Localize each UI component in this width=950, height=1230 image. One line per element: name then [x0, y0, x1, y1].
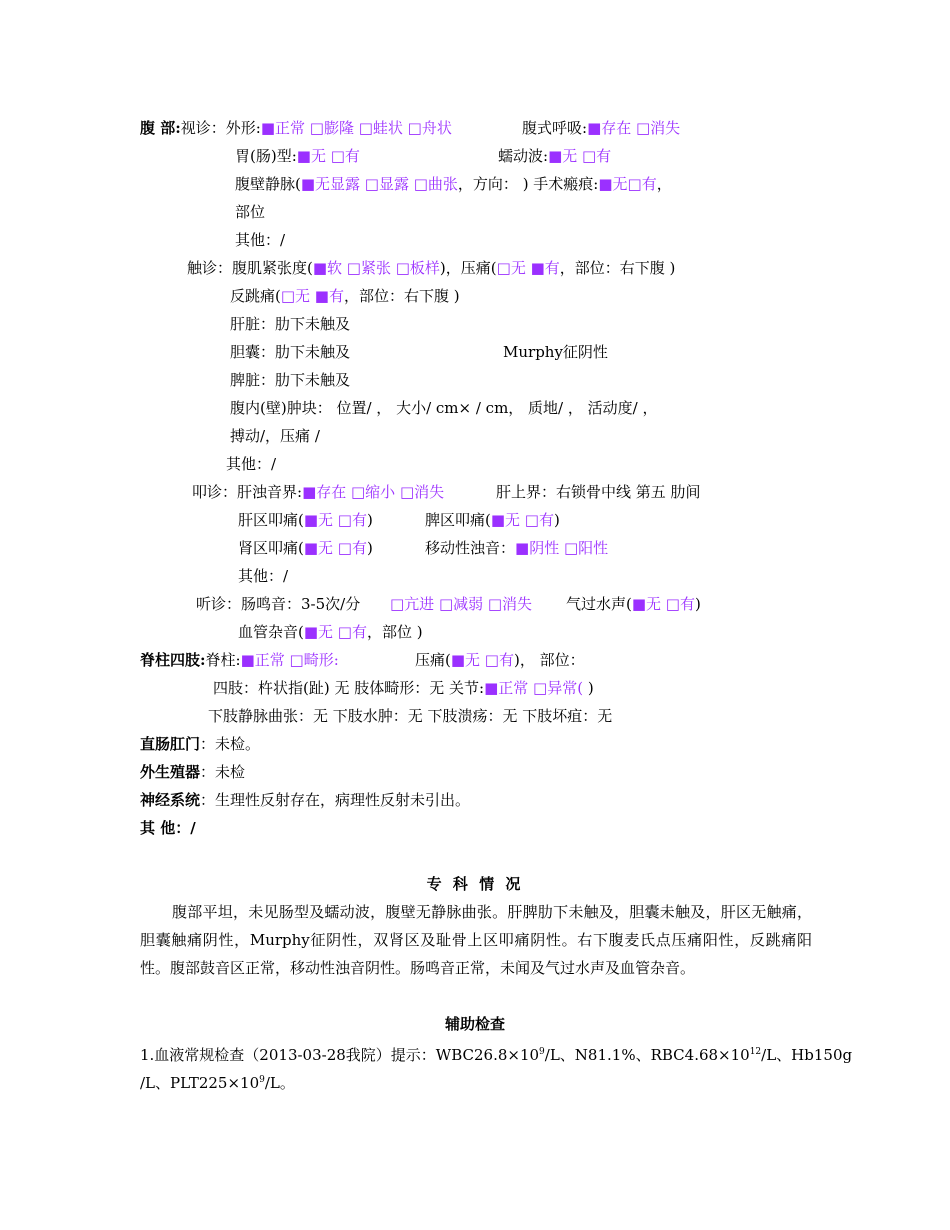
aux-item-1b: /L、N81.1%、RBC4.68×10 [544, 1046, 750, 1064]
auscult-pre: 听诊：肠鸣音：3-5次/分 [196, 595, 361, 613]
rectum-label: 直肠肛门 [140, 735, 201, 753]
mass-row-2: 搏动/，压痛 / [230, 427, 320, 445]
murphy-sign: Murphy征阴性 [503, 343, 608, 361]
abdomen-row-shape [140, 118, 452, 138]
shape-options: ■正常 □膨隆 □蛙状 □舟状 [260, 119, 452, 137]
tender-post: ，部位：右下腹 ) [559, 259, 676, 277]
spleen-tap-post: ) [553, 511, 560, 529]
aux-sup-1: 9 [539, 1047, 545, 1057]
percuss-row [192, 482, 444, 502]
kidney-tap-row [238, 538, 373, 558]
aux-item-1 [140, 1042, 852, 1065]
spleen-tap-pre: 脾区叩痛( [425, 511, 491, 529]
vascular-post: ，部位 ) [366, 623, 423, 641]
neuro-row [140, 790, 470, 810]
shifting-dullness-row [425, 538, 608, 558]
liver-tap-pre: 肝区叩痛( [238, 511, 304, 529]
inspect-label: 视诊：外形: [180, 119, 261, 137]
neuro-label: 神经系统 [140, 791, 201, 809]
gas-water-row [566, 594, 701, 614]
resp-label: 腹式呼吸: [522, 119, 588, 137]
genital-value: ：未检 [200, 763, 246, 781]
vein-row [235, 174, 672, 194]
rectum-row [140, 734, 260, 754]
spine-row [140, 650, 339, 670]
vascular-row [238, 622, 423, 642]
spine-heading: 脊柱四肢: [140, 651, 206, 669]
aux-sup-3: 9 [259, 1075, 265, 1085]
joint-post: ) [583, 679, 594, 697]
liver-tap-post: ) [366, 511, 373, 529]
scar-options: ■无□有 [598, 175, 657, 193]
liver-row: 肝脏：肋下未触及 [230, 315, 351, 333]
spine-options: ■正常 □畸形: [240, 651, 339, 669]
aux-item-1-cont [140, 1070, 295, 1093]
vein-options: ■无显露 □显露 □曲张 [300, 175, 458, 193]
spleen-row: 脾脏：肋下未触及 [230, 371, 351, 389]
aux-item-2b: /L。 [264, 1074, 295, 1092]
limbs-row [213, 678, 594, 698]
aux-item-1a: 1.血液常规检查（2013-03-28我院）提示：WBC26.8×10 [140, 1046, 540, 1064]
dullness-options: ■存在 □缩小 □消失 [302, 483, 445, 501]
abdomen-row-resp [522, 118, 680, 138]
aux-title: 辅助检查 [444, 1015, 505, 1033]
bowel-options: □亢进 □减弱 □消失 [390, 595, 533, 613]
auscult-row [196, 594, 360, 614]
spine-label: 脊柱: [205, 651, 241, 669]
spleen-tap-options: ■无 □有 [490, 511, 554, 529]
resp-options: ■存在 □消失 [587, 119, 681, 137]
percuss-pre: 叩诊：肝浊音界: [192, 483, 303, 501]
lower-limbs-row: 下肢静脉曲张：无 下肢水肿：无 下肢溃疡：无 下肢坏疽：无 [208, 707, 613, 725]
vascular-pre: 血管杂音( [238, 623, 304, 641]
gastric-label: 胃(肠)型: [235, 147, 297, 165]
genital-label: 外生殖器 [140, 763, 201, 781]
kidney-tap-options: ■无 □有 [303, 539, 367, 557]
specialty-title: 专 科 情 况 [426, 875, 524, 893]
rebound-pre: 反跳痛( [230, 287, 281, 305]
tender-options: □无 ■有 [496, 259, 560, 277]
peristalsis-label: 蠕动波: [498, 147, 549, 165]
gas-post: ) [694, 595, 701, 613]
tension-options: ■软 □紧张 □板样 [312, 259, 440, 277]
gas-pre: 气过水声( [566, 595, 632, 613]
gallbladder-row: 胆囊：肋下未触及 [230, 343, 351, 361]
gastric-options: ■无 □有 [296, 147, 360, 165]
tender-pre: )，压痛( [439, 259, 497, 277]
dull-label: 移动性浊音： [425, 539, 516, 557]
peristalsis-row [498, 146, 611, 166]
liver-upper-border: 肝上界：右锁骨中线 第五 肋间 [496, 483, 701, 501]
liver-tap-row [238, 510, 373, 530]
liver-tap-options: ■无 □有 [303, 511, 367, 529]
aux-sup-2: 12 [749, 1047, 762, 1057]
rebound-post: ，部位：右下腹 ) [343, 287, 460, 305]
spine-tender-options: ■无 □有 [450, 651, 514, 669]
palpate-row [187, 258, 675, 278]
abdomen-heading: 腹 部: [140, 119, 181, 137]
rectum-value: ：未检。 [200, 735, 261, 753]
genital-row [140, 762, 245, 782]
aux-item-2a: /L、PLT225×10 [140, 1074, 260, 1092]
rebound-row [230, 286, 460, 306]
peristalsis-options: ■无 □有 [548, 147, 612, 165]
other-row: 其 他：/ [140, 819, 196, 837]
spine-tender-post: )， 部位： [513, 651, 585, 669]
scar-post: ， [656, 175, 672, 193]
inspect-other: 其他：/ [235, 231, 286, 249]
vein-pre: 腹壁静脉( [235, 175, 301, 193]
spine-tender-row [415, 650, 585, 670]
percuss-other: 其他：/ [238, 567, 289, 585]
bowel-sound-options [390, 594, 532, 614]
gas-options: ■无 □有 [631, 595, 695, 613]
specialty-body: 腹部平坦，未见肠型及蠕动波，腹壁无静脉曲张。肝脾肋下未触及，胆囊未触及，肝区无触痛，胆囊触痛阴性，Murphy征阴性，双肾区及耻骨上区叩痛阴性。右下腹麦氏点压痛阳性，反跳痛阳性。腹部鼓音区正常，移动性浊音阴性。肠鸣音正常，未闻及气过水声及血管杂音。 [140, 903, 812, 977]
specialty-text [140, 898, 812, 982]
spleen-tap-row [425, 510, 560, 530]
rebound-options: □无 ■有 [280, 287, 344, 305]
kidney-tap-pre: 肾区叩痛( [238, 539, 304, 557]
aux-item-1c: /L、Hb150g [761, 1046, 853, 1064]
kidney-tap-post: ) [366, 539, 373, 557]
neuro-value: ：生理性反射存在，病理性反射未引出。 [200, 791, 471, 809]
vein-mid: ，方向： ) 手术瘢痕: [457, 175, 599, 193]
limbs-pre: 四肢：杵状指(趾) 无 肢体畸形：无 关节: [213, 679, 485, 697]
palpate-other: 其他：/ [226, 455, 277, 473]
vascular-options: ■无 □有 [303, 623, 367, 641]
mass-row: 腹内(壁)肿块： 位置/ ， 大小/ cm× / cm， 质地/ ， 活动度/ ， [230, 399, 658, 417]
gastric-row [235, 146, 360, 166]
spine-tender-pre: 压痛( [415, 651, 451, 669]
palpate-pre: 触诊：腹肌紧张度( [187, 259, 313, 277]
scar-location: 部位 [235, 203, 266, 221]
dull-options: ■阴性 □阳性 [515, 539, 609, 557]
joint-options: ■正常 □异常( [484, 679, 584, 697]
